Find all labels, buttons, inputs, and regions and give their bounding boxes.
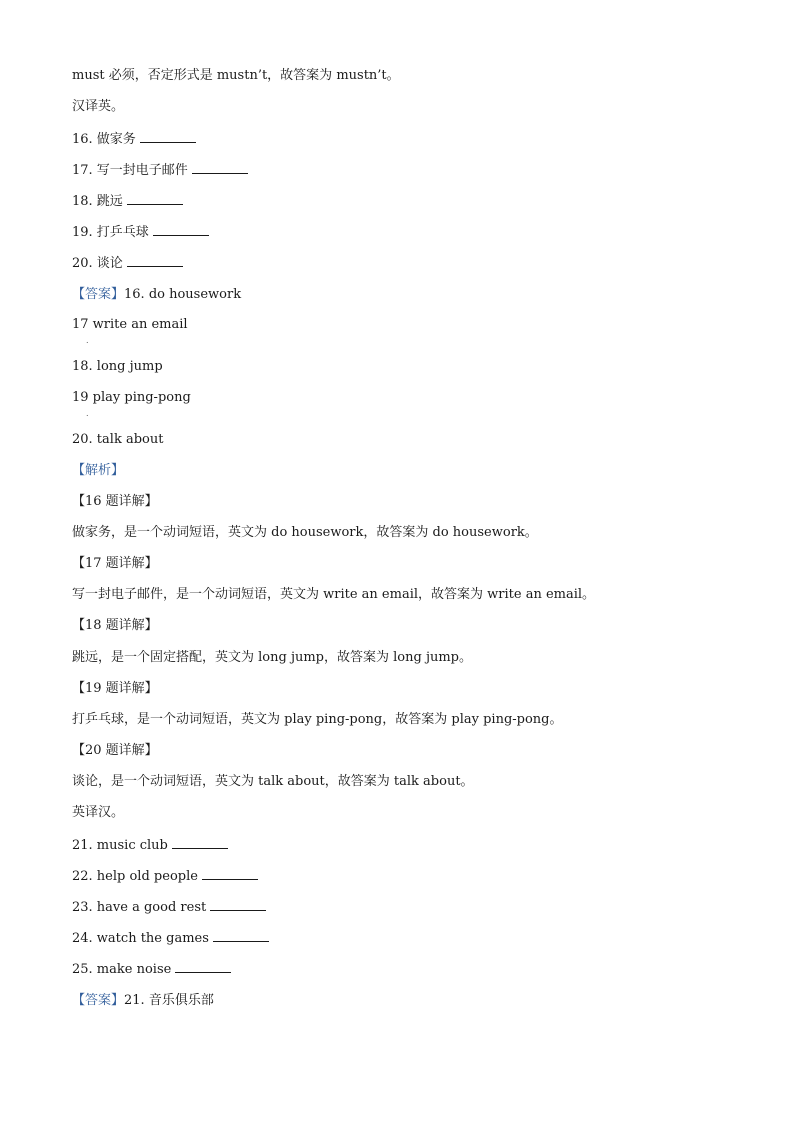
answer-16-text: 16. do housework: [124, 287, 242, 302]
analysis-heading: 【解析】: [72, 463, 125, 478]
answer-21-text: 21. 音乐俱乐部: [124, 993, 214, 1008]
question-18-text: 18. 跳远: [72, 194, 123, 209]
numbering-dot: .: [86, 409, 89, 418]
answer-line-19: 19 play ping-pong: [72, 390, 191, 405]
question-22-text: 22. help old people: [72, 869, 198, 884]
detail-text-17: 写一封电子邮件，是一个动词短语，英文为 write an email，故答案为 write an email。: [72, 587, 596, 602]
question-17-text: 17. 写一封电子邮件: [72, 163, 188, 178]
answer-blank: [127, 192, 183, 205]
section-heading-chinese-to-english: 汉译英。: [72, 99, 125, 114]
answer-blank: [175, 960, 231, 973]
detail-heading-20: 【20 题详解】: [72, 743, 158, 758]
answer-tag: 【答案】: [72, 993, 125, 1008]
detail-text-18: 跳远，是一个固定搭配，英文为 long jump，故答案为 long jump。: [72, 650, 472, 665]
answer-blank: [210, 898, 266, 911]
detail-text-20: 谈论，是一个动词短语，英文为 talk about，故答案为 talk about。: [72, 774, 474, 789]
question-21: [72, 836, 228, 855]
question-19-text: 19. 打乒乓球: [72, 225, 149, 240]
answer-blank: [192, 161, 248, 174]
answer-line-21: [72, 992, 214, 1010]
detail-text-16: 做家务，是一个动词短语，英文为 do housework，故答案为 do housework。: [72, 525, 538, 540]
question-21-text: 21. music club: [72, 838, 168, 853]
section-heading-english-to-chinese: 英译汉。: [72, 805, 125, 820]
answer-tag: 【答案】: [72, 287, 125, 302]
answer-blank: [153, 223, 209, 236]
question-18: [72, 192, 183, 211]
answer-blank: [172, 836, 228, 849]
answer-blank: [202, 867, 258, 880]
answer-line-20: 20. talk about: [72, 432, 164, 447]
numbering-dot: .: [86, 336, 89, 345]
detail-heading-17: 【17 题详解】: [72, 556, 158, 571]
answer-line-16: [72, 286, 241, 304]
question-24-text: 24. watch the games: [72, 931, 209, 946]
question-16-text: 16. 做家务: [72, 132, 136, 147]
question-20: [72, 254, 183, 273]
question-25-text: 25. make noise: [72, 962, 172, 977]
question-20-text: 20. 谈论: [72, 256, 123, 271]
answer-line-17: 17 write an email: [72, 317, 188, 332]
detail-heading-18: 【18 题详解】: [72, 618, 158, 633]
answer-blank: [140, 130, 196, 143]
answer-line-18: 18. long jump: [72, 359, 163, 374]
question-23-text: 23. have a good rest: [72, 900, 207, 915]
answer-blank: [213, 929, 269, 942]
question-25: [72, 960, 231, 979]
question-16: [72, 130, 196, 149]
question-23: [72, 898, 266, 917]
explanation-line-mustnt: must 必须，否定形式是 mustn’t，故答案为 mustn’t。: [72, 68, 400, 83]
detail-heading-16: 【16 题详解】: [72, 494, 158, 509]
question-22: [72, 867, 258, 886]
question-17: [72, 161, 248, 180]
question-24: [72, 929, 269, 948]
answer-blank: [127, 254, 183, 267]
question-19: [72, 223, 209, 242]
detail-heading-19: 【19 题详解】: [72, 681, 158, 696]
detail-text-19: 打乒乓球，是一个动词短语，英文为 play ping-pong，故答案为 play ping-pong。: [72, 712, 563, 727]
